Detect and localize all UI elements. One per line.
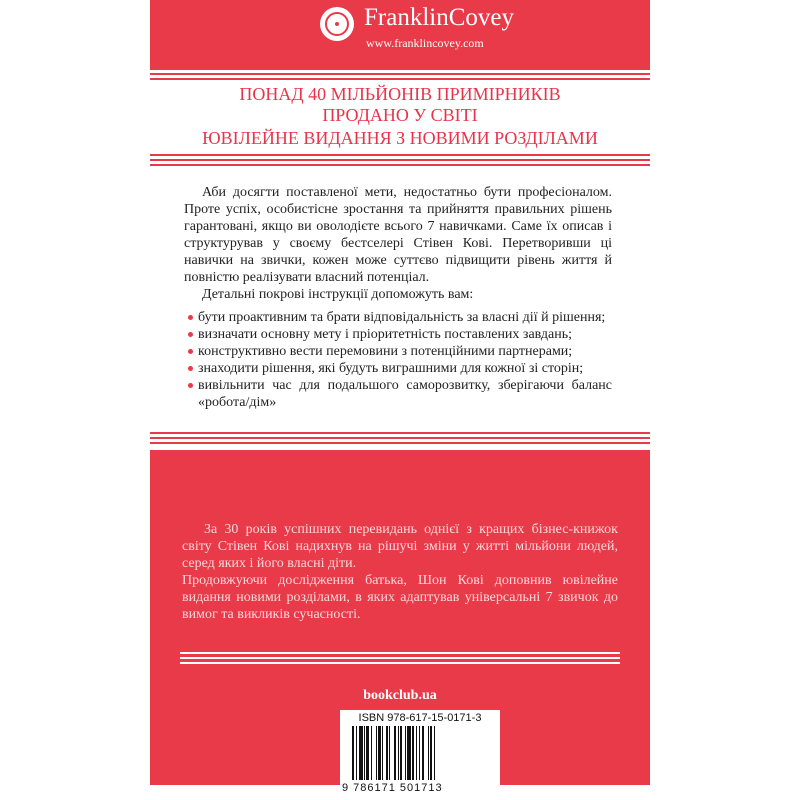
- headline-line-1: ПОНАД 40 МІЛЬЙОНІВ ПРИМІРНИКІВ: [239, 84, 561, 104]
- target-circle-icon: [320, 7, 354, 41]
- bullet-icon: [188, 366, 193, 371]
- white-divider-stripes: [180, 652, 620, 667]
- list-item: знаходити рішення, які будуть виграшними для кожної зі сторін;: [184, 360, 612, 377]
- book-back-cover: [150, 0, 650, 800]
- barcode-bar: [366, 726, 368, 780]
- barcode-bar: [422, 726, 424, 780]
- headline-sales: [150, 84, 650, 126]
- list-item: визначати основну мету і пріоритетність поставлених завдань;: [184, 326, 612, 343]
- list-item: бути проактивним та брати відповідальність за власні дії й рішення;: [184, 309, 612, 326]
- brand-name: FranklinCovey: [364, 4, 514, 31]
- barcode-bar: [376, 726, 377, 780]
- publisher-site: bookclub.ua: [363, 688, 437, 703]
- barcode-digits: 9 786171 501713: [342, 782, 443, 794]
- bullet-icon: [188, 332, 193, 337]
- author-paragraph-2: Продовжуючи дослідження батька, Шон Кові доповнив ювілейне видання новими розділами, в яких адаптував універсальні 7 звичок до вимог та викликів сучасності.: [182, 573, 618, 622]
- divider-stripes-middle: [150, 154, 650, 169]
- barcode-bar: [407, 726, 411, 780]
- bullet-icon: [188, 349, 193, 354]
- barcode-bar: [412, 726, 414, 780]
- bullet-icon: [188, 383, 193, 388]
- barcode-bar: [356, 726, 357, 780]
- barcode-bar: [428, 726, 429, 780]
- description-paragraph: Аби досягти поставленої мети, недостатньо бути професіоналом. Проте успіх, особистісне зростання та прийняття правильних рішень гарантовані, якщо ви оволодієте всього 7 навичками. Саме їх описав і структурував у своєму бестселері Стівен Кові. Перетворивши ці навички на звички, кожен може суттєво підвищити рівень життя й повністю реалізувати власний потенціал.: [184, 185, 612, 285]
- divider-stripes-lower: [150, 432, 650, 447]
- barcode-bar: [430, 726, 432, 780]
- barcode-bars: [352, 726, 492, 780]
- barcode-bar: [416, 726, 417, 780]
- isbn-barcode: [340, 710, 500, 796]
- barcode-bar: [382, 726, 383, 780]
- barcode-bar: [434, 726, 435, 780]
- isbn-label: ISBN 978-617-15-0171-3: [358, 712, 482, 724]
- barcode-bar: [364, 726, 365, 780]
- list-item: конструктивно вести перемовини з потенційними партнерами;: [184, 343, 612, 360]
- headline-line-2: ПРОДАНО У СВІТІ: [322, 105, 478, 125]
- author-text: [182, 521, 618, 623]
- barcode-bar: [394, 726, 396, 780]
- barcode-bar: [371, 726, 372, 780]
- list-item: вивільнити час для подальшого саморозвитку, зберігаючи баланс «робота/дім»: [184, 377, 612, 411]
- bullet-icon: [188, 315, 193, 320]
- barcode-bar: [389, 726, 390, 780]
- barcode-bar: [352, 726, 354, 780]
- barcode-bar: [398, 726, 399, 780]
- barcode-bar: [378, 726, 380, 780]
- barcode-bar: [405, 726, 406, 780]
- instructions-intro: Детальні покрові інструкції допоможуть вам:: [202, 287, 474, 302]
- brand-header: [150, 0, 650, 70]
- barcode-bar: [419, 726, 420, 780]
- barcode-bar: [400, 726, 402, 780]
- description-block: [184, 184, 612, 411]
- barcode-bar: [359, 726, 363, 780]
- author-paragraph-1: За 30 років успішних перевидань однієї з кращих бізнес-книжок світу Стівен Кові надихнув на рішучі зміни у житті мільйони людей, серед яких і його власні діти.: [182, 522, 618, 571]
- brand-url: www.franklincovey.com: [366, 36, 484, 50]
- barcode-bar: [386, 726, 388, 780]
- headline-edition: ЮВІЛЕЙНЕ ВИДАННЯ З НОВИМИ РОЗДІЛАМИ: [202, 128, 598, 148]
- divider-stripes-top: [150, 73, 650, 83]
- benefits-list: [184, 309, 612, 411]
